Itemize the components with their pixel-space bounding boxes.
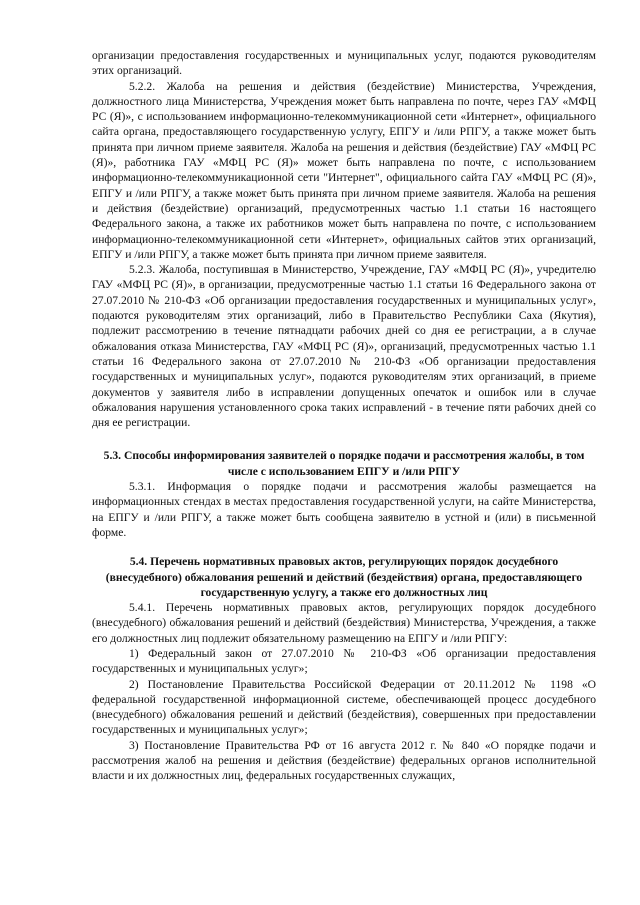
spacer [92,540,596,554]
paragraph-5-2-2: 5.2.2. Жалоба на решения и действия (бездействие) Министерства, Учреждения, должностного лица Министерства, Учреждения может быть направлена по почте, через ГАУ «МФЦ РС (Я)», с использованием информационно-телекоммуникационной сети «Интернет», официального сайта органа, предоставляющего государственную услугу, ЕПГУ и /или РПГУ, а также может быть принята при личном приеме заявителя. Жалоба на решения и действия (бездействие) ГАУ «МФЦ РС (Я)», работника ГАУ «МФЦ РС (Я)» может быть направлена по почте, с использованием информационно-телекоммуникационной сети "Интернет", официального сайта ГАУ «МФЦ РС (Я)», ЕПГУ и /или РПГУ, а также может быть принята при личном приеме заявителя. Жалоба на решения и действия (бездействие) организаций, предусмотренных частью 1.1 статьи 16 настоящего Федерального закона, а также их работников может быть направлена по почте, с использованием информационно-телекоммуникационной сети «Интернет», официальных сайтов этих организаций, ЕПГУ и /или РПГУ, а также может быть принята при личном приеме заявителя. [92,79,596,261]
paragraph-continuation: организации предоставления государственных и муниципальных услуг, подаются руководителям этих организаций. [92,49,596,78]
paragraph-5-3-1: 5.3.1. Информация о порядке подачи и рассмотрения жалобы размещается на информационных стендах в местах предоставления государственной услуги, на сайте Министерства, на ЕПГУ и /или РПГУ, а также может быть сообщена заявителю в устной и (или) в письменной форме. [92,480,596,539]
spacer [92,430,596,448]
list-item-3: 3) Постановление Правительства РФ от 16 августа 2012 г. № 840 «О порядке подачи и рассмотрения жалоб на решения и действия (бездействие) федеральных органов исполнительной власти и их должностных лиц, федеральных государственных служащих, [92,738,596,783]
paragraph-5-4-1: 5.4.1. Перечень нормативных правовых актов, регулирующих порядок досудебного (внесудебного) обжалования решений и действий (бездействия) Министерства, Учреждения, а также его должностных лиц подлежит обязательному размещению на ЕПГУ и /или РПГУ: [92,601,596,645]
paragraph-5-2-3: 5.2.3. Жалоба, поступившая в Министерство, Учреждение, ГАУ «МФЦ РС (Я)», учредителю ГАУ «МФЦ РС (Я)», в организации, предусмотренные частью 1.1 статьи 16 Федерального закона от 27.07.2010 № 210-ФЗ «Об организации предоставления государственных и муниципальных услуг», подаются руководителям этих организаций, либо в Правительство Республики Саха (Якутия), подлежит рассмотрению в течение пятнадцати рабочих дней со дня ее регистрации, а в случае обжалования отказа Министерства, ГАУ «МФЦ РС (Я)», организаций, предусмотренных частью 1.1 статьи 16 Федерального закона от 27.07.2010 № 210-ФЗ «Об организации предоставления государственных и муниципальных услуг», подаются руководителям этих организаций, в приеме документов у заявителя либо в исправлении допущенных опечаток и ошибок или в случае обжалования нарушения установленного срока таких исправлений - в течение пяти рабочих дней со дня ее регистрации. [92,263,596,430]
list-item-1: 1) Федеральный закон от 27.07.2010 № 210-ФЗ «Об организации предоставления государственных и муниципальных услуг»; [92,646,596,676]
section-heading-5-3: 5.3. Способы информирования заявителей о порядке подачи и рассмотрения жалобы, в том числе с использованием ЕПГУ и /или РПГУ [103,449,585,478]
section-heading-5-4: 5.4. Перечень нормативных правовых актов, регулирующих порядок досудебного (внесудебного) обжалования решений и действий (бездействия) органа, предоставляющего государственную услугу, а также его должностных лиц [105,555,583,599]
list-item-2: 2) Постановление Правительства Российской Федерации от 20.11.2012 № 1198 «О федеральной государственной информационной системе, обеспечивающей процесс досудебного (внесудебного) обжалования решений и действий (бездействия), совершенных при предоставлении государственных и муниципальных услуг»; [92,677,596,737]
